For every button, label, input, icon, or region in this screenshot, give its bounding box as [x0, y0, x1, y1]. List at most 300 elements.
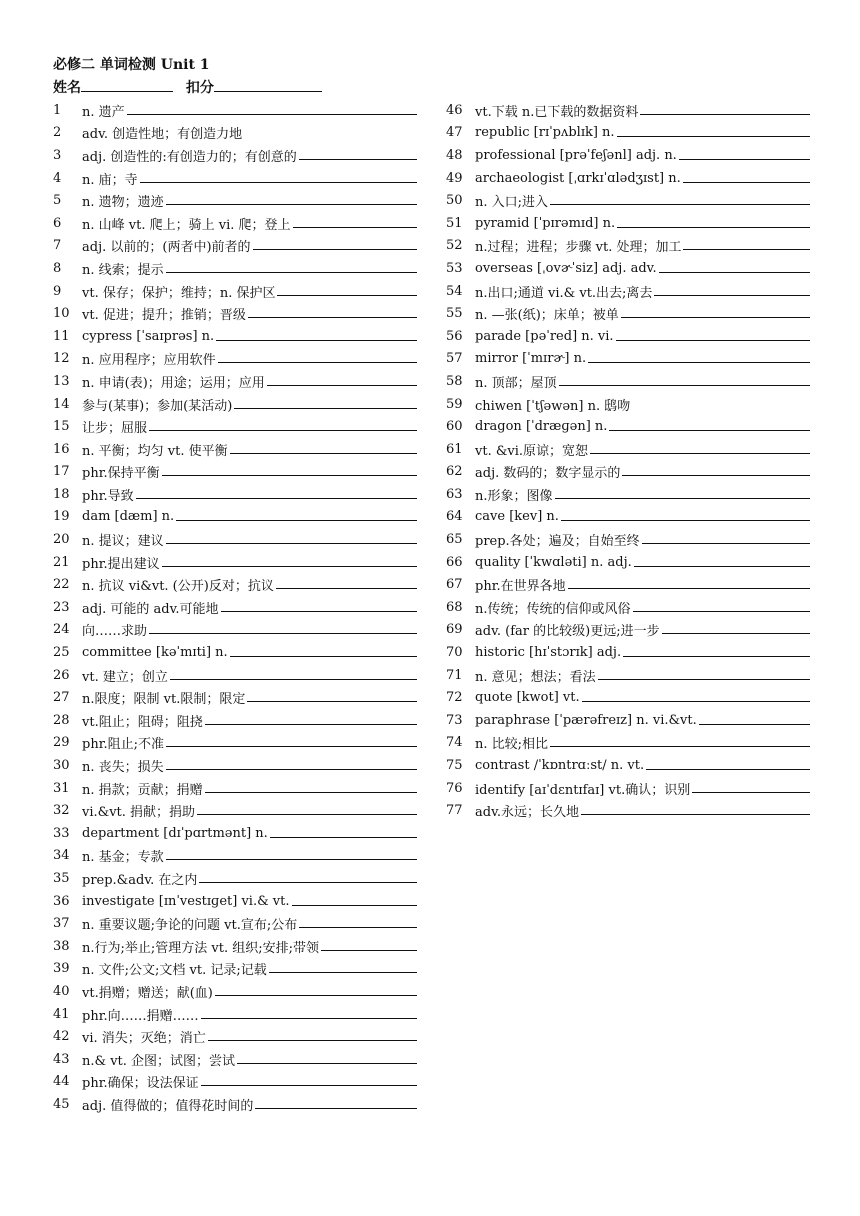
- answer-blank[interactable]: [166, 192, 417, 205]
- vocab-item: [446, 506, 826, 529]
- answer-blank[interactable]: [176, 508, 417, 521]
- vocab-item: [53, 189, 433, 212]
- item-definition: n. 重要议题;争论的问题 vt.宣布;公布: [82, 918, 298, 934]
- answer-blank[interactable]: [166, 260, 417, 273]
- item-definition: vi.&vt. 捐献；捐助: [82, 805, 196, 821]
- answer-blank[interactable]: [299, 915, 417, 928]
- item-definition: 参与(某事)；参加(某活动): [82, 398, 233, 414]
- item-definition: vt.阻止；阻碍；阻挠: [82, 714, 203, 730]
- name-score-line: [53, 77, 330, 97]
- answer-blank[interactable]: [248, 305, 417, 318]
- vocab-item: [446, 664, 826, 687]
- item-definition: n.传统；传统的信仰或风俗: [475, 601, 631, 617]
- item-number: 25: [53, 645, 70, 661]
- item-definition: n. 基金；专款: [82, 850, 164, 866]
- vocab-item: [53, 167, 433, 190]
- item-number: 6: [53, 215, 62, 231]
- item-definition: phr.向……捐赠……: [82, 1008, 199, 1024]
- answer-blank[interactable]: [555, 486, 810, 499]
- item-definition: n. 庙；寺: [82, 172, 138, 188]
- vocab-item: [53, 958, 433, 981]
- item-number: 50: [446, 193, 463, 209]
- item-definition: vt. 促进；提升；推销；晋级: [82, 308, 246, 324]
- vocab-item: [446, 325, 826, 348]
- vocab-item: [53, 122, 433, 145]
- vocab-item: [446, 212, 826, 235]
- vocab-item: [446, 302, 826, 325]
- item-definition: identify [aɪˈdɛntɪfaɪ] vt.确认；识别: [475, 782, 691, 798]
- item-definition: dragon [ˈdræɡən] n.: [475, 419, 608, 435]
- vocab-item: [53, 686, 433, 709]
- item-definition: n. 遗物；遗迹: [82, 195, 164, 211]
- vocab-item: [53, 438, 433, 461]
- item-definition: prep.各处；遍及；自始至终: [475, 534, 640, 550]
- answer-blank[interactable]: [234, 396, 417, 409]
- item-number: 77: [446, 803, 463, 819]
- vocab-item: [446, 641, 826, 664]
- item-number: 5: [53, 193, 62, 209]
- right-column: [446, 99, 826, 822]
- vocab-item: [53, 890, 433, 913]
- item-number: 12: [53, 351, 70, 367]
- item-definition: dam [dæm] n.: [82, 509, 175, 525]
- vocab-item: [53, 302, 433, 325]
- item-definition: 向……求助: [82, 624, 148, 640]
- answer-blank[interactable]: [699, 712, 810, 725]
- answer-blank[interactable]: [683, 170, 810, 183]
- vocab-item: [446, 777, 826, 800]
- item-definition: department [dɪˈpɑrtmənt] n.: [82, 825, 268, 841]
- vocab-item: [53, 641, 433, 664]
- answer-blank[interactable]: [205, 780, 417, 793]
- answer-blank[interactable]: [633, 599, 810, 612]
- vocab-item: [53, 483, 433, 506]
- item-number: 60: [446, 419, 463, 435]
- item-number: 70: [446, 645, 463, 661]
- answer-blank[interactable]: [221, 599, 417, 612]
- item-definition: n. 顶部；屋顶: [475, 375, 557, 391]
- answer-blank[interactable]: [299, 147, 417, 160]
- vocab-item: [446, 144, 826, 167]
- vocab-item: [53, 573, 433, 596]
- vocab-item: [53, 1025, 433, 1048]
- vocab-item: [446, 189, 826, 212]
- answer-blank[interactable]: [559, 373, 810, 386]
- answer-blank[interactable]: [269, 960, 417, 973]
- answer-blank[interactable]: [127, 102, 417, 115]
- item-number: 4: [53, 170, 62, 186]
- item-definition: historic [hɪˈstɔrɪk] adj.: [475, 645, 622, 661]
- answer-blank[interactable]: [276, 576, 417, 589]
- item-number: 37: [53, 916, 70, 932]
- answer-blank[interactable]: [197, 802, 417, 815]
- item-number: 62: [446, 464, 463, 480]
- answer-blank[interactable]: [166, 847, 417, 860]
- vocab-item: [446, 573, 826, 596]
- name-blank[interactable]: [81, 77, 173, 92]
- item-definition: n. 捐款；贡献；捐赠: [82, 782, 203, 798]
- item-definition: phr.导致: [82, 488, 134, 504]
- answer-blank[interactable]: [237, 1051, 417, 1064]
- vocab-item: [53, 1003, 433, 1026]
- item-definition: phr.在世界各地: [475, 579, 566, 595]
- item-number: 46: [446, 102, 463, 118]
- vocab-item: [446, 235, 826, 258]
- item-definition: adv.永远；长久地: [475, 805, 580, 821]
- answer-blank[interactable]: [623, 644, 810, 657]
- item-definition: phr.提出建议: [82, 556, 160, 572]
- answer-blank[interactable]: [654, 283, 810, 296]
- item-number: 69: [446, 622, 463, 638]
- item-definition: committee [kəˈmɪti] n.: [82, 645, 228, 661]
- score-blank[interactable]: [214, 77, 322, 92]
- item-number: 35: [53, 870, 70, 886]
- item-number: 72: [446, 690, 463, 706]
- vocab-item: [53, 415, 433, 438]
- item-definition: adj. 创造性的:有创造力的；有创意的: [82, 149, 297, 165]
- worksheet-title: 必修二 单词检测 Unit 1: [53, 57, 210, 73]
- answer-blank[interactable]: [230, 644, 417, 657]
- item-definition: vt. 建立；创立: [82, 669, 168, 685]
- item-number: 67: [446, 577, 463, 593]
- item-number: 73: [446, 712, 463, 728]
- item-number: 34: [53, 848, 70, 864]
- vocab-item: [53, 799, 433, 822]
- answer-blank[interactable]: [166, 531, 417, 544]
- item-number: 16: [53, 441, 70, 457]
- vocab-item: [446, 280, 826, 303]
- answer-blank[interactable]: [662, 621, 810, 634]
- answer-blank[interactable]: [617, 124, 810, 137]
- item-definition: vi. 消失；灭绝；消亡: [82, 1031, 206, 1047]
- answer-blank[interactable]: [253, 237, 417, 250]
- item-definition: phr.保持平衡: [82, 466, 160, 482]
- item-number: 54: [446, 283, 463, 299]
- answer-blank[interactable]: [201, 1073, 417, 1086]
- item-number: 29: [53, 735, 70, 751]
- item-definition: n. 提议；建议: [82, 534, 164, 550]
- vocab-item: [53, 845, 433, 868]
- answer-blank[interactable]: [208, 1028, 417, 1041]
- vocab-item: [53, 325, 433, 348]
- item-definition: n.限度；限制 vt.限制；限定: [82, 692, 246, 708]
- answer-blank[interactable]: [277, 283, 417, 296]
- item-number: 65: [446, 532, 463, 548]
- answer-blank[interactable]: [621, 305, 810, 318]
- item-number: 33: [53, 825, 70, 841]
- left-column: [53, 99, 433, 1116]
- item-number: 20: [53, 532, 70, 548]
- vocab-item: [53, 506, 433, 529]
- vocab-item: [53, 822, 433, 845]
- answer-blank[interactable]: [230, 441, 417, 454]
- item-number: 19: [53, 509, 70, 525]
- answer-blank[interactable]: [321, 938, 417, 951]
- item-number: 26: [53, 667, 70, 683]
- item-number: 45: [53, 1096, 70, 1112]
- item-number: 3: [53, 147, 62, 163]
- item-definition: n. 应用程序；应用软件: [82, 353, 216, 369]
- answer-blank[interactable]: [581, 802, 810, 815]
- item-definition: 让步；屈服: [82, 421, 148, 437]
- item-number: 11: [53, 328, 70, 344]
- item-number: 30: [53, 758, 70, 774]
- answer-blank[interactable]: [616, 328, 810, 341]
- vocab-item: [446, 415, 826, 438]
- item-number: 13: [53, 373, 70, 389]
- answer-blank[interactable]: [659, 260, 810, 273]
- name-label: 姓名: [53, 80, 81, 96]
- vocab-item: [446, 122, 826, 145]
- item-definition: n.出口;通道 vi.& vt.出去;离去: [475, 285, 653, 301]
- item-number: 61: [446, 441, 463, 457]
- answer-blank[interactable]: [267, 373, 417, 386]
- item-definition: n. 文件;公文;文档 vt. 记录;记载: [82, 963, 267, 979]
- item-number: 9: [53, 283, 62, 299]
- vocab-item: [53, 280, 433, 303]
- answer-blank[interactable]: [550, 734, 810, 747]
- answer-blank[interactable]: [622, 463, 810, 476]
- item-number: 22: [53, 577, 70, 593]
- vocab-item: [53, 754, 433, 777]
- vocab-item: [446, 370, 826, 393]
- answer-blank[interactable]: [140, 170, 417, 183]
- vocab-item: [53, 528, 433, 551]
- answer-blank[interactable]: [679, 147, 810, 160]
- item-definition: pyramid [ˈpɪrəmɪd] n.: [475, 215, 616, 231]
- item-number: 1: [53, 102, 62, 118]
- vocab-item: [446, 393, 826, 416]
- answer-blank[interactable]: [166, 757, 417, 770]
- answer-blank[interactable]: [642, 531, 810, 544]
- item-number: 23: [53, 599, 70, 615]
- vocab-item: [53, 664, 433, 687]
- vocab-item: [446, 732, 826, 755]
- item-definition: vt.下载 n.已下载的数据资料: [475, 104, 639, 120]
- item-number: 71: [446, 667, 463, 683]
- answer-blank[interactable]: [588, 350, 810, 363]
- item-number: 44: [53, 1074, 70, 1090]
- item-definition: quote [kwot] vt.: [475, 690, 580, 706]
- item-number: 24: [53, 622, 70, 638]
- item-number: 38: [53, 938, 70, 954]
- item-number: 48: [446, 147, 463, 163]
- vocab-item: [446, 528, 826, 551]
- answer-blank[interactable]: [149, 621, 417, 634]
- item-definition: investigate [ɪnˈvestɪɡet] vi.& vt.: [82, 893, 290, 909]
- answer-blank[interactable]: [170, 667, 417, 680]
- item-definition: adj. 数码的；数字显示的: [475, 466, 621, 482]
- answer-blank[interactable]: [215, 983, 417, 996]
- vocab-item: [53, 348, 433, 371]
- item-number: 43: [53, 1051, 70, 1067]
- answer-blank[interactable]: [561, 508, 810, 521]
- vocab-item: [53, 1048, 433, 1071]
- item-definition: vt. &vi.原谅；宽恕: [475, 443, 589, 459]
- item-definition: contrast /ˈkɒntrɑːst/ n. vt.: [475, 758, 645, 774]
- vocab-item: [53, 732, 433, 755]
- answer-blank[interactable]: [598, 667, 810, 680]
- item-definition: archaeologist [ˌɑrkɪˈɑlədʒɪst] n.: [475, 170, 681, 186]
- item-definition: vt. 保存；保护；维持；n. 保护区: [82, 285, 276, 301]
- vocab-item: [53, 212, 433, 235]
- vocab-item: [53, 144, 433, 167]
- item-number: 2: [53, 125, 62, 141]
- vocab-item: [53, 370, 433, 393]
- item-number: 66: [446, 554, 463, 570]
- vocab-item: [446, 438, 826, 461]
- item-number: 42: [53, 1029, 70, 1045]
- item-definition: adj. 可能的 adv.可能地: [82, 601, 219, 617]
- item-definition: n. 入口;进入: [475, 195, 549, 211]
- vocab-item: [446, 483, 826, 506]
- vocab-item: [446, 619, 826, 642]
- item-definition: adv. 创造性地；有创造力地: [82, 127, 243, 143]
- vocab-item: [53, 235, 433, 258]
- item-number: 32: [53, 803, 70, 819]
- vocab-item: [53, 867, 433, 890]
- vocab-item: [53, 1071, 433, 1094]
- item-definition: phr.阻止;不准: [82, 737, 164, 753]
- answer-blank[interactable]: [683, 237, 810, 250]
- item-definition: parade [pəˈred] n. vi.: [475, 328, 614, 344]
- answer-blank[interactable]: [162, 554, 417, 567]
- item-number: 21: [53, 554, 70, 570]
- item-number: 15: [53, 419, 70, 435]
- item-number: 52: [446, 238, 463, 254]
- answer-blank[interactable]: [199, 870, 417, 883]
- answer-blank[interactable]: [216, 328, 417, 341]
- vocab-item: [53, 596, 433, 619]
- item-number: 40: [53, 983, 70, 999]
- item-definition: n.形象；图像: [475, 488, 553, 504]
- answer-blank[interactable]: [149, 418, 417, 431]
- item-number: 27: [53, 690, 70, 706]
- item-number: 68: [446, 599, 463, 615]
- item-definition: n. 遗产: [82, 104, 125, 120]
- item-number: 56: [446, 328, 463, 344]
- vocab-item: [446, 461, 826, 484]
- vocab-item: [53, 980, 433, 1003]
- item-number: 49: [446, 170, 463, 186]
- item-number: 64: [446, 509, 463, 525]
- answer-blank[interactable]: [247, 689, 417, 702]
- answer-blank[interactable]: [270, 825, 417, 838]
- answer-blank[interactable]: [201, 1006, 417, 1019]
- vocab-item: [446, 99, 826, 122]
- item-definition: vt.捐赠；赠送；献(血): [82, 985, 213, 1001]
- vocab-item: [446, 596, 826, 619]
- item-number: 63: [446, 486, 463, 502]
- vocab-item: [446, 167, 826, 190]
- item-number: 47: [446, 125, 463, 141]
- item-definition: n. 比较;相比: [475, 737, 549, 753]
- vocab-item: [53, 257, 433, 280]
- item-definition: adj. 值得做的；值得花时间的: [82, 1098, 254, 1114]
- answer-blank[interactable]: [692, 780, 810, 793]
- item-definition: adj. 以前的；(两者中)前者的: [82, 240, 251, 256]
- item-number: 57: [446, 351, 463, 367]
- answer-blank[interactable]: [292, 893, 417, 906]
- answer-blank[interactable]: [218, 350, 417, 363]
- item-definition: paraphrase [ˈpærəfreɪz] n. vi.&vt.: [475, 712, 697, 728]
- item-definition: n. —张(纸)；床单；被单: [475, 308, 619, 324]
- item-number: 74: [446, 735, 463, 751]
- answer-blank[interactable]: [293, 215, 417, 228]
- answer-blank[interactable]: [550, 192, 810, 205]
- vocab-item: [446, 709, 826, 732]
- vocab-item: [446, 551, 826, 574]
- vocab-item: [53, 709, 433, 732]
- item-definition: professional [prəˈfeʃənl] adj. n.: [475, 147, 677, 163]
- vocab-item: [446, 799, 826, 822]
- item-definition: n. 线索；提示: [82, 262, 164, 278]
- vocab-item: [53, 619, 433, 642]
- item-definition: n. 丧失；损失: [82, 760, 164, 776]
- answer-blank[interactable]: [255, 1096, 417, 1109]
- item-number: 36: [53, 893, 70, 909]
- item-number: 55: [446, 306, 463, 322]
- item-definition: quality [ˈkwɑləti] n. adj.: [475, 554, 632, 570]
- answer-blank[interactable]: [162, 463, 417, 476]
- item-number: 31: [53, 780, 70, 796]
- item-number: 59: [446, 396, 463, 412]
- item-number: 8: [53, 260, 62, 276]
- answer-blank[interactable]: [634, 554, 810, 567]
- answer-blank[interactable]: [166, 734, 417, 747]
- item-number: 41: [53, 1006, 70, 1022]
- item-definition: n.过程；进程；步骤 vt. 处理；加工: [475, 240, 682, 256]
- item-number: 28: [53, 712, 70, 728]
- item-number: 14: [53, 396, 70, 412]
- answer-blank[interactable]: [640, 102, 810, 115]
- vocab-item: [53, 461, 433, 484]
- item-definition: cave [kev] n.: [475, 509, 559, 525]
- item-definition: chiwen [ˈtʃəwən] n. 鸱吻: [475, 398, 631, 414]
- vocab-item: [53, 935, 433, 958]
- item-definition: republic [rɪˈpʌblɪk] n.: [475, 125, 615, 141]
- item-definition: prep.&adv. 在之内: [82, 872, 198, 888]
- item-definition: phr.确保；设法保证: [82, 1076, 199, 1092]
- vocab-item: [446, 348, 826, 371]
- score-label: 扣分: [185, 80, 214, 96]
- answer-blank[interactable]: [205, 712, 417, 725]
- answer-blank[interactable]: [136, 486, 417, 499]
- answer-blank[interactable]: [590, 441, 810, 454]
- answer-blank[interactable]: [646, 757, 810, 770]
- item-definition: n. 申请(表)；用途；运用；应用: [82, 375, 265, 391]
- item-definition: adv. (far 的比较级)更远;进一步: [475, 624, 660, 640]
- answer-blank[interactable]: [609, 418, 810, 431]
- item-definition: n. 平衡；均匀 vt. 使平衡: [82, 443, 228, 459]
- answer-blank[interactable]: [568, 576, 810, 589]
- vocab-item: [446, 754, 826, 777]
- item-number: 10: [53, 306, 70, 322]
- item-definition: n.& vt. 企图；试图；尝试: [82, 1053, 236, 1069]
- vocab-item: [53, 99, 433, 122]
- vocab-item: [53, 1093, 433, 1116]
- answer-blank[interactable]: [617, 215, 810, 228]
- vocab-item: [446, 686, 826, 709]
- answer-blank[interactable]: [582, 689, 810, 702]
- vocab-item: [446, 257, 826, 280]
- item-number: 7: [53, 238, 62, 254]
- item-number: 76: [446, 780, 463, 796]
- item-definition: mirror [ˈmɪrɚ] n.: [475, 351, 587, 367]
- item-number: 18: [53, 486, 70, 502]
- vocab-item: [53, 393, 433, 416]
- vocab-item: [53, 912, 433, 935]
